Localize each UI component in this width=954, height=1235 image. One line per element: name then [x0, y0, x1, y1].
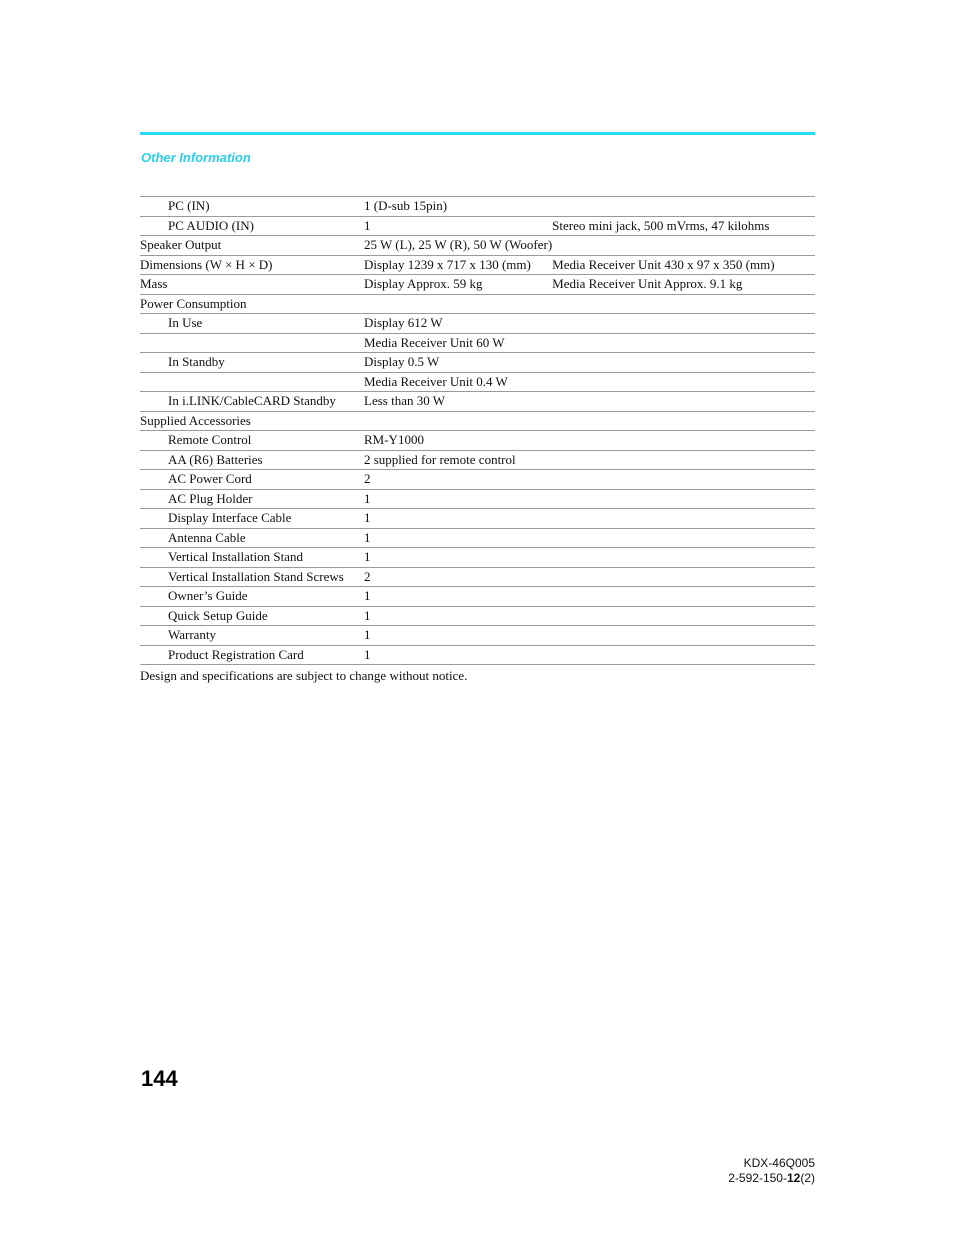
spec-row [140, 450, 815, 470]
spec-extra [552, 528, 815, 548]
spec-table-body [140, 197, 815, 665]
spec-value: 2 supplied for remote control [364, 450, 552, 470]
spec-row [140, 294, 815, 314]
spec-row [140, 489, 815, 509]
spec-extra [552, 197, 815, 217]
spec-value: Less than 30 W [364, 392, 552, 412]
spec-extra [552, 606, 815, 626]
spec-extra [552, 626, 815, 646]
spec-value: RM-Y1000 [364, 431, 552, 451]
disclaimer-note: Design and specifications are subject to change without notice. [140, 668, 468, 683]
spec-label: In Use [140, 314, 364, 334]
spec-value: 1 [364, 548, 552, 568]
spec-extra [552, 236, 815, 256]
spec-value: 1 (D-sub 15pin) [364, 197, 552, 217]
spec-extra [552, 489, 815, 509]
spec-row [140, 509, 815, 529]
spec-value: Media Receiver Unit 0.4 W [364, 372, 552, 392]
spec-row [140, 275, 815, 295]
spec-row [140, 528, 815, 548]
spec-extra: Stereo mini jack, 500 mVrms, 47 kilohms [552, 216, 815, 236]
spec-row [140, 353, 815, 373]
spec-row [140, 372, 815, 392]
spec-extra [552, 645, 815, 665]
spec-label: Vertical Installation Stand [140, 548, 364, 568]
spec-row [140, 587, 815, 607]
spec-extra [552, 548, 815, 568]
spec-label: Mass [140, 275, 364, 295]
spec-extra [552, 587, 815, 607]
spec-extra [552, 353, 815, 373]
spec-row [140, 333, 815, 353]
spec-extra [552, 509, 815, 529]
spec-row [140, 606, 815, 626]
spec-label: Dimensions (W × H × D) [140, 255, 364, 275]
spec-value: 1 [364, 509, 552, 529]
spec-extra [552, 372, 815, 392]
spec-label: In Standby [140, 353, 364, 373]
footer-code-bold: 12 [786, 1171, 801, 1185]
spec-extra [552, 333, 815, 353]
spec-value: 1 [364, 606, 552, 626]
spec-row [140, 411, 815, 431]
spec-extra [552, 314, 815, 334]
spec-label: Display Interface Cable [140, 509, 364, 529]
spec-label: Warranty [140, 626, 364, 646]
page-number: 144 [141, 1066, 178, 1091]
spec-label: Supplied Accessories [140, 411, 364, 431]
spec-label: In i.LINK/CableCARD Standby [140, 392, 364, 412]
spec-extra [552, 431, 815, 451]
spec-value: 1 [364, 626, 552, 646]
spec-value: Display 1239 x 717 x 130 (mm) [364, 255, 552, 275]
spec-label: AA (R6) Batteries [140, 450, 364, 470]
spec-value: 1 [364, 216, 552, 236]
spec-label: Owner’s Guide [140, 587, 364, 607]
spec-value [364, 294, 552, 314]
spec-value: Media Receiver Unit 60 W [364, 333, 552, 353]
spec-row [140, 567, 815, 587]
spec-label: Remote Control [140, 431, 364, 451]
spec-extra [552, 567, 815, 587]
spec-value: 1 [364, 528, 552, 548]
spec-value: Display Approx. 59 kg [364, 275, 552, 295]
spec-value: 25 W (L), 25 W (R), 50 W (Woofer) [364, 236, 552, 256]
spec-extra: Media Receiver Unit 430 x 97 x 350 (mm) [552, 255, 815, 275]
spec-label: PC (IN) [140, 197, 364, 217]
spec-label [140, 372, 364, 392]
spec-extra [552, 470, 815, 490]
spec-value: Display 0.5 W [364, 353, 552, 373]
spec-label: Power Consumption [140, 294, 364, 314]
spec-row [140, 197, 815, 217]
spec-value: 1 [364, 587, 552, 607]
spec-row [140, 470, 815, 490]
footer-code-suffix: (2) [800, 1171, 815, 1185]
spec-value: 1 [364, 489, 552, 509]
spec-label: Quick Setup Guide [140, 606, 364, 626]
footer-code-prefix: 2-592-150- [728, 1171, 787, 1185]
spec-row [140, 236, 815, 256]
spec-row [140, 548, 815, 568]
spec-row [140, 314, 815, 334]
spec-extra [552, 411, 815, 431]
spec-label: PC AUDIO (IN) [140, 216, 364, 236]
spec-row [140, 255, 815, 275]
spec-label: AC Plug Holder [140, 489, 364, 509]
header-rule [140, 132, 815, 135]
spec-row [140, 392, 815, 412]
spec-row [140, 216, 815, 236]
spec-row [140, 431, 815, 451]
spec-row [140, 645, 815, 665]
spec-value: 2 [364, 567, 552, 587]
footer-code [728, 1171, 815, 1186]
section-title: Other Information [141, 150, 251, 165]
spec-label: Speaker Output [140, 236, 364, 256]
spec-row [140, 626, 815, 646]
spec-label: Antenna Cable [140, 528, 364, 548]
spec-value: 1 [364, 645, 552, 665]
spec-label: Vertical Installation Stand Screws [140, 567, 364, 587]
spec-extra: Media Receiver Unit Approx. 9.1 kg [552, 275, 815, 295]
spec-value: Display 612 W [364, 314, 552, 334]
spec-value [364, 411, 552, 431]
spec-extra [552, 294, 815, 314]
spec-extra [552, 392, 815, 412]
spec-label: AC Power Cord [140, 470, 364, 490]
spec-label [140, 333, 364, 353]
spec-label: Product Registration Card [140, 645, 364, 665]
spec-table [140, 196, 815, 665]
footer-model: KDX-46Q005 [743, 1156, 815, 1170]
footer [728, 1156, 815, 1186]
spec-value: 2 [364, 470, 552, 490]
spec-extra [552, 450, 815, 470]
